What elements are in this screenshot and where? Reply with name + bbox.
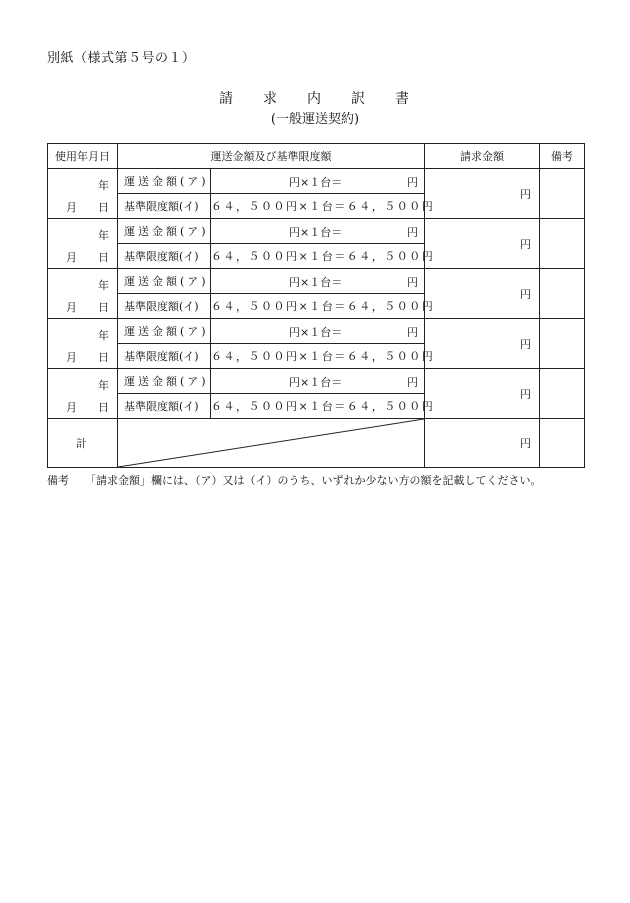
- year-label: 年: [98, 329, 109, 342]
- day-label: 日: [98, 201, 109, 214]
- entry-row: [48, 169, 585, 194]
- diagonal-strike-line: [118, 419, 424, 467]
- total-remarks-cell[interactable]: [540, 419, 585, 468]
- remarks-cell[interactable]: [540, 219, 585, 269]
- transport-amount-result-unit: 円: [407, 326, 418, 339]
- entry-row: [48, 219, 585, 244]
- month-label: 月: [66, 351, 77, 364]
- breakdown-table: [47, 143, 585, 468]
- year-label: 年: [98, 279, 109, 292]
- transport-amount-result-unit: 円: [407, 276, 418, 289]
- day-label: 日: [98, 251, 109, 264]
- year-label: 年: [98, 229, 109, 242]
- day-label: 日: [98, 301, 109, 314]
- month-label: 月: [66, 251, 77, 264]
- transport-amount-result-unit: 円: [407, 376, 418, 389]
- transport-amount-label: 運送金額(ア): [118, 369, 211, 394]
- limit-amount-calc: ６４，５００円×１台＝６４，５００円: [211, 344, 425, 369]
- limit-amount-label: 基準限度額(イ): [118, 244, 211, 269]
- month-label: 月: [66, 301, 77, 314]
- limit-amount-calc: ６４，５００円×１台＝６４，５００円: [211, 194, 425, 219]
- transport-amount-unit: 円×１台＝: [289, 226, 343, 239]
- transport-amount-calc[interactable]: [211, 219, 425, 244]
- transport-amount-label: 運送金額(ア): [118, 269, 211, 294]
- transport-amount-calc[interactable]: [211, 369, 425, 394]
- transport-amount-unit: 円×１台＝: [289, 276, 343, 289]
- header-remarks: 備考: [540, 144, 585, 169]
- total-struck-cell: [118, 419, 425, 468]
- transport-amount-result-unit: 円: [407, 176, 418, 189]
- claim-amount-cell[interactable]: 円: [425, 169, 540, 219]
- day-label: 日: [98, 401, 109, 414]
- transport-amount-unit: 円×１台＝: [289, 326, 343, 339]
- remarks-cell[interactable]: [540, 369, 585, 419]
- limit-amount-calc: ６４，５００円×１台＝６４，５００円: [211, 294, 425, 319]
- limit-amount-label: 基準限度額(イ): [118, 294, 211, 319]
- header-usage-date: 使用年月日: [48, 144, 118, 169]
- year-label: 年: [98, 179, 109, 192]
- claim-amount-cell[interactable]: 円: [425, 369, 540, 419]
- transport-amount-unit: 円×１台＝: [289, 176, 343, 189]
- claim-amount-cell[interactable]: 円: [425, 219, 540, 269]
- transport-amount-calc[interactable]: [211, 269, 425, 294]
- header-claim: 請求金額: [425, 144, 540, 169]
- transport-amount-unit: 円×１台＝: [289, 376, 343, 389]
- total-row: [48, 419, 585, 468]
- remarks-cell[interactable]: [540, 269, 585, 319]
- document-subtitle: (一般運送契約): [270, 112, 360, 127]
- entry-row: [48, 319, 585, 344]
- remarks-cell[interactable]: [540, 319, 585, 369]
- total-label: 計: [48, 419, 118, 468]
- total-claim-cell[interactable]: 円: [425, 419, 540, 468]
- year-label: 年: [98, 379, 109, 392]
- header-amount: 運送金額及び基準限度額: [118, 144, 425, 169]
- month-label: 月: [66, 201, 77, 214]
- footnote-text: 「請求金額」欄には、（ア）又は（イ）のうち、いずれか少ない方の額を記載してください。: [85, 474, 542, 487]
- entry-row: [48, 269, 585, 294]
- limit-amount-label: 基準限度額(イ): [118, 344, 211, 369]
- limit-amount-calc: ６４，５００円×１台＝６４，５００円: [211, 394, 425, 419]
- month-label: 月: [66, 401, 77, 414]
- transport-amount-calc[interactable]: [211, 319, 425, 344]
- form-reference: 別紙（様式第５号の１）: [47, 51, 196, 66]
- usage-date-cell[interactable]: [48, 319, 118, 369]
- footnote: [47, 472, 542, 488]
- transport-amount-label: 運送金額(ア): [118, 319, 211, 344]
- transport-amount-result-unit: 円: [407, 226, 418, 239]
- footnote-lead: 備考: [47, 474, 69, 487]
- limit-amount-label: 基準限度額(イ): [118, 394, 211, 419]
- transport-amount-label: 運送金額(ア): [118, 219, 211, 244]
- limit-amount-calc: ６４，５００円×１台＝６４，５００円: [211, 244, 425, 269]
- usage-date-cell[interactable]: [48, 269, 118, 319]
- usage-date-cell[interactable]: [48, 219, 118, 269]
- limit-amount-label: 基準限度額(イ): [118, 194, 211, 219]
- day-label: 日: [98, 351, 109, 364]
- claim-amount-cell[interactable]: 円: [425, 319, 540, 369]
- remarks-cell[interactable]: [540, 169, 585, 219]
- entry-row: [48, 369, 585, 394]
- usage-date-cell[interactable]: [48, 169, 118, 219]
- claim-amount-cell[interactable]: 円: [425, 269, 540, 319]
- transport-amount-label: 運送金額(ア): [118, 169, 211, 194]
- table-header-row: [48, 144, 585, 169]
- document-title: 請求内訳書: [219, 91, 439, 107]
- transport-amount-calc[interactable]: [211, 169, 425, 194]
- usage-date-cell[interactable]: [48, 369, 118, 419]
